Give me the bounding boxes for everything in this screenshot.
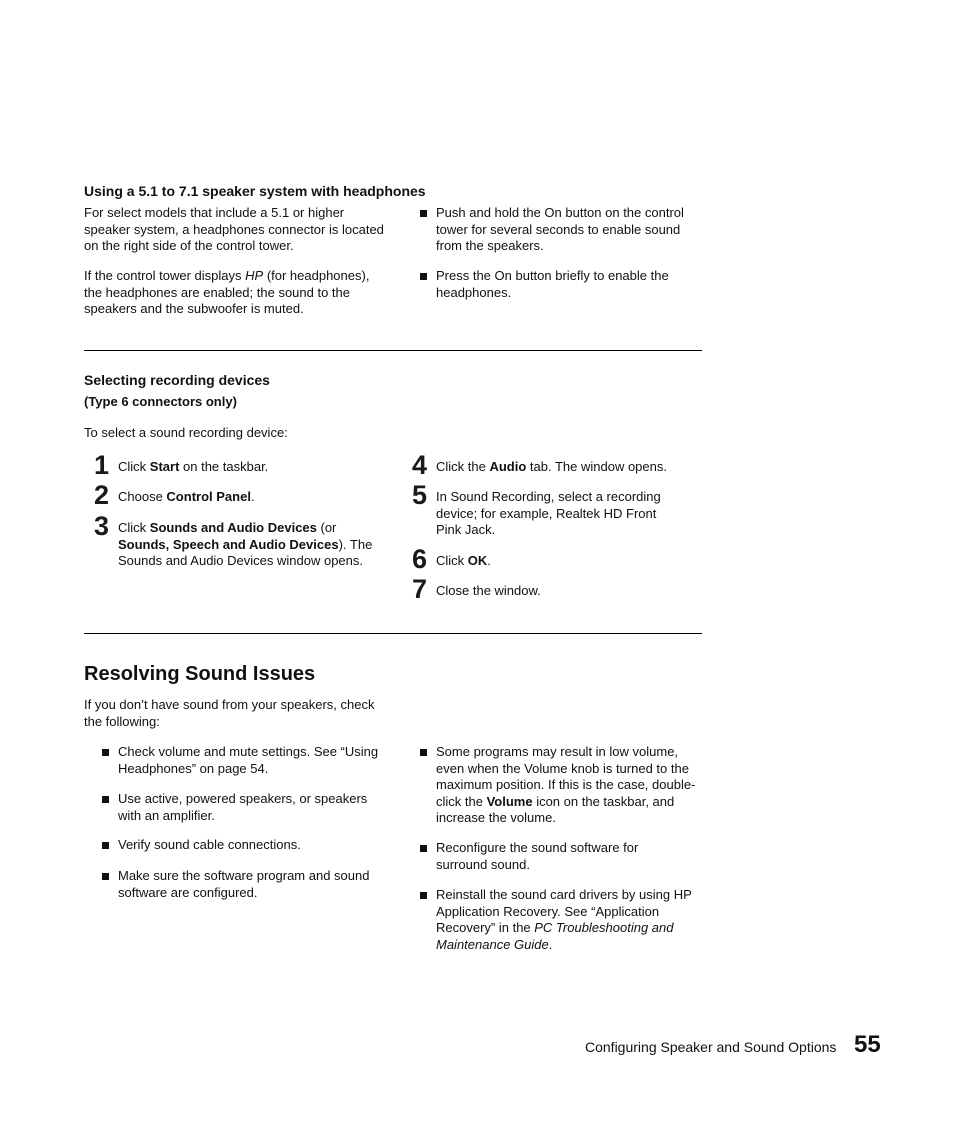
section-divider: [84, 350, 702, 351]
bullet-marker: [420, 892, 427, 899]
step-number-3: 3: [94, 511, 110, 541]
resolving-intro: If you don’t have sound from your speakers, check the following:: [84, 697, 375, 729]
bullet-marker: [420, 210, 427, 217]
headphones-bullet-1: Push and hold the On button on the control tower for several seconds to enable sound from the speakers.: [436, 205, 684, 253]
step-3-text: Click Sounds and Audio Devices (or Sounds, Speech and Audio Devices). The Sounds and Audio Devices window opens.: [118, 520, 373, 568]
bullet-marker: [420, 273, 427, 280]
resolving-bullet-reinstall: Reinstall the sound card drivers by using HP Application Recovery. See “Application Recovery” in the PC Troubleshooting and Maintenance Guide.: [436, 887, 692, 952]
step-number-1: 1: [94, 450, 110, 480]
step-number-2: 2: [94, 480, 110, 510]
step-number-4: 4: [412, 450, 428, 480]
resolving-bullet-3: Verify sound cable connections.: [118, 837, 301, 852]
resolving-bullet-1: Check volume and mute settings. See “Using Headphones” on page 54.: [118, 744, 379, 776]
resolving-bullet-4: Make sure the software program and sound software are configured.: [118, 868, 370, 900]
section-subheading-type6: (Type 6 connectors only): [84, 394, 237, 409]
bullet-marker: [102, 842, 109, 849]
bullet-marker: [102, 796, 109, 803]
step-6-text: Click OK.: [436, 553, 491, 568]
section-heading-headphones: Using a 5.1 to 7.1 speaker system with headphones: [84, 183, 426, 199]
step-number-7: 7: [412, 574, 428, 604]
bullet-marker: [102, 749, 109, 756]
page-number: 55: [854, 1031, 881, 1058]
step-7-text: Close the window.: [436, 583, 541, 598]
resolving-bullet-volume: Some programs may result in low volume, even when the Volume knob is turned to the maximum position. If this is the case, double-click the Volume icon on the taskbar, and increase the volume.: [436, 744, 696, 825]
headphones-status-paragraph: If the control tower displays HP (for headphones), the headphones are enabled; the sound to the speakers and the subwoofer is muted.: [84, 268, 370, 316]
step-2-text: Choose Control Panel.: [118, 489, 255, 504]
recording-intro: To select a sound recording device:: [84, 425, 288, 440]
bullet-marker: [420, 845, 427, 852]
footer-chapter-title: Configuring Speaker and Sound Options: [585, 1039, 837, 1055]
bullet-marker: [102, 873, 109, 880]
bullet-marker: [420, 749, 427, 756]
step-5-text: In Sound Recording, select a recording device; for example, Realtek HD Front Pink Jack.: [436, 489, 661, 537]
section-divider: [84, 633, 702, 634]
step-number-5: 5: [412, 480, 428, 510]
step-4-text: Click the Audio tab. The window opens.: [436, 459, 667, 474]
step-1-text: Click Start on the taskbar.: [118, 459, 269, 474]
step-number-6: 6: [412, 544, 428, 574]
headphones-bullet-2: Press the On button briefly to enable the headphones.: [436, 268, 669, 300]
section-heading-resolving-sound: Resolving Sound Issues: [84, 663, 316, 685]
resolving-bullet-surround: Reconfigure the sound software for surround sound.: [436, 840, 639, 872]
resolving-bullet-2: Use active, powered speakers, or speakers with an amplifier.: [118, 791, 368, 823]
section-heading-recording: Selecting recording devices: [84, 372, 270, 388]
headphones-intro-paragraph: For select models that include a 5.1 or higher speaker system, a headphones connector is located on the right side of the control tower.: [84, 205, 384, 253]
